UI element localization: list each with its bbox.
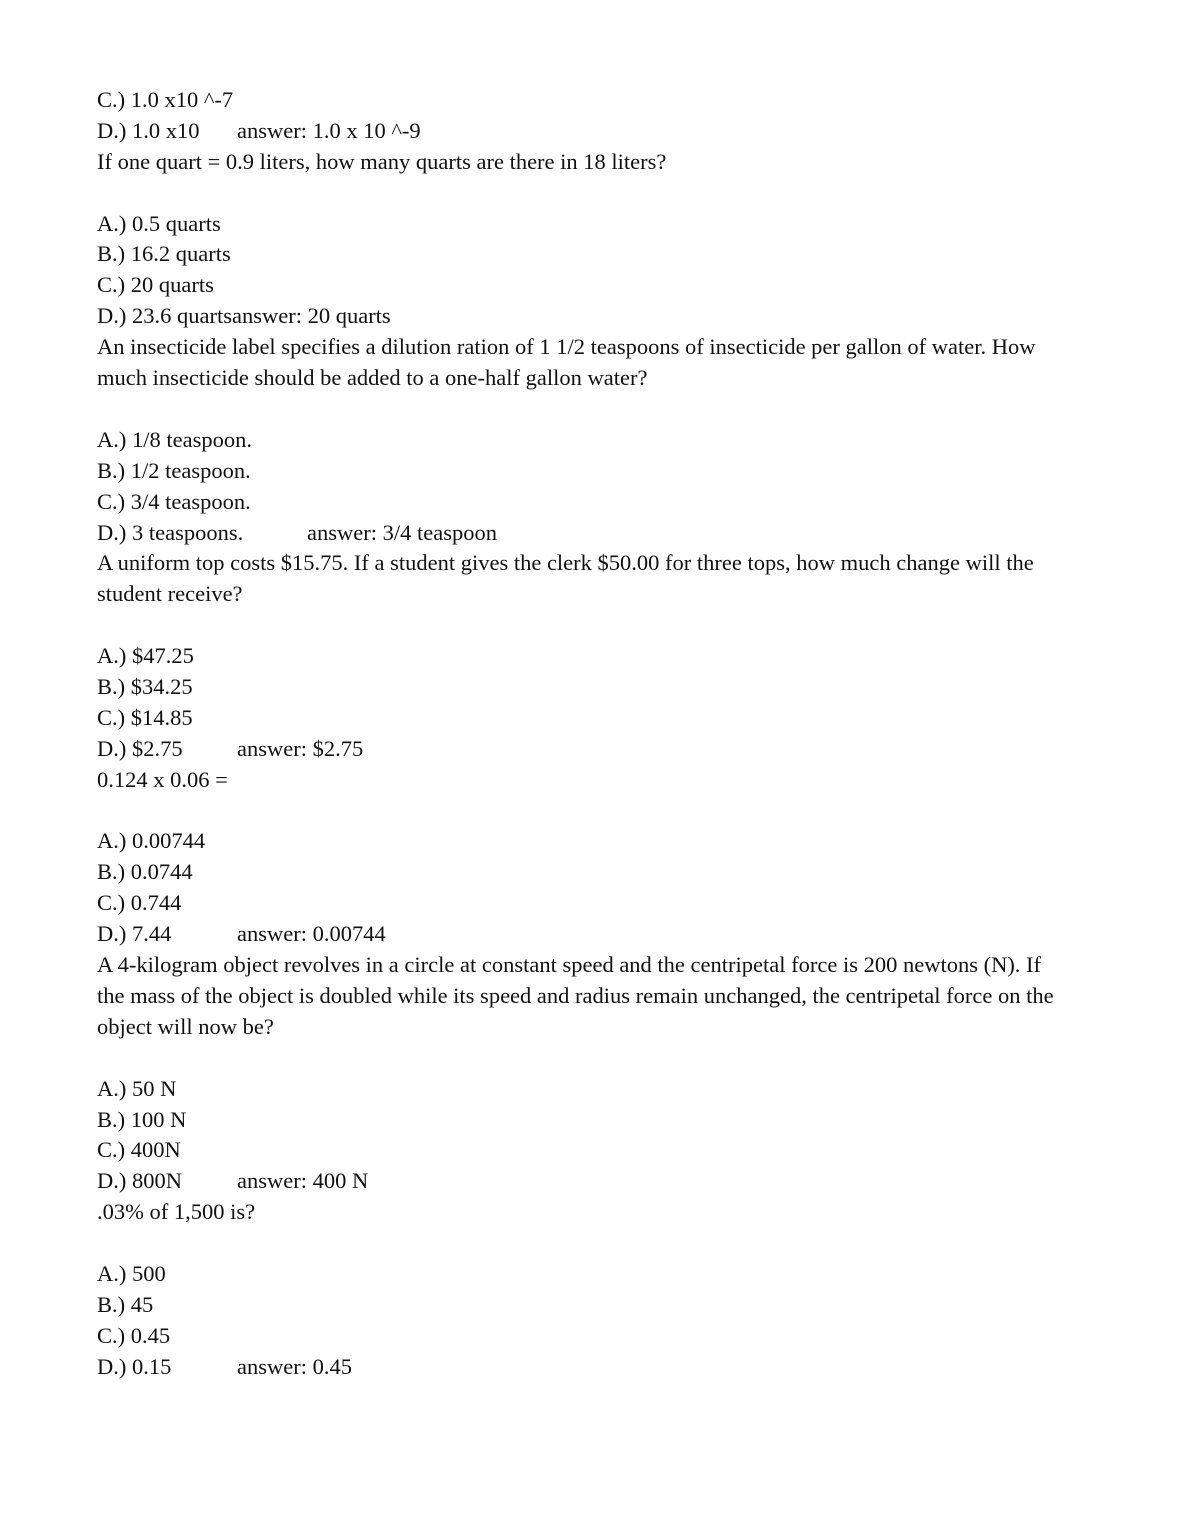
question-text: A uniform top costs $15.75. If a student gives the clerk $50.00 for three tops, how much change will the student receive? [97,550,1034,607]
option-a: A.) $47.25 [97,643,194,669]
option-a: A.) 500 [97,1260,166,1286]
option-c: C.) 1.0 x10 ^-7 [97,87,234,112]
blank-line [97,1043,1057,1074]
blank-line [97,394,1057,425]
option-b: B.) 100 N [97,1106,187,1132]
answer-text: answer: 0.00744 [237,921,386,947]
option-d: D.) 800N [97,1168,182,1194]
blank-line [97,1228,1057,1259]
option-b: B.) $34.25 [97,673,193,699]
option-c: C.) 3/4 teaspoon. [97,488,251,514]
option-c: C.) 0.744 [97,890,182,916]
answer-text: answer: 3/4 teaspoon [307,519,497,545]
option-b: B.) 1/2 teaspoon. [97,457,251,483]
option-d: D.) $2.75 [97,735,183,761]
option-d: D.) 1.0 x10 [97,117,200,143]
question-text: An insecticide label specifies a dilution ration of 1 1/2 teaspoons of insecticide per gallon of water. How much insecticide should be added to a one-half gallon water? [97,334,1036,391]
option-c: C.) 0.45 [97,1322,171,1348]
blank-line [97,178,1057,209]
option-a: A.) 0.5 quarts [97,210,221,236]
option-d: D.) 7.44 [97,921,172,947]
blank-line [97,796,1057,827]
option-d: D.) 3 teaspoons. [97,519,244,545]
answer-text: answer: $2.75 [237,735,364,761]
blank-line [97,610,1057,641]
option-d-row [97,518,1057,549]
question-text: If one quart = 0.9 liters, how many quarts are there in 18 liters? [97,148,667,174]
option-a: A.) 50 N [97,1075,177,1101]
question-text: A 4-kilogram object revolves in a circle at constant speed and the centripetal force is 200 newtons (N). If the mass of the object is doubled while its speed and radius remain unchanged, the centripetal force on the object will now be? [97,952,1054,1039]
option-d-row [97,301,1057,332]
option-c: C.) 400N [97,1137,181,1163]
option-d: D.) 0.15 [97,1353,172,1379]
option-d-row [97,919,1057,950]
option-b: B.) 45 [97,1291,154,1317]
answer-text: answer: 0.45 [237,1353,352,1379]
answer-text: answer: 1.0 x 10 ^-9 [237,117,421,143]
option-d-row [97,734,1057,765]
option-c: C.) $14.85 [97,704,193,730]
answer-text: answer: 400 N [237,1168,369,1194]
option-d-row [97,116,1057,147]
question-text: 0.124 x 0.06 = [97,766,228,792]
option-a: A.) 0.00744 [97,828,206,854]
question-text: .03% of 1,500 is? [97,1199,256,1225]
option-d-row [97,1166,1057,1197]
document-page [97,85,1057,1383]
option-b: B.) 16.2 quarts [97,241,231,267]
option-a: A.) 1/8 teaspoon. [97,426,252,452]
answer-text: answer: 20 quarts [231,303,391,329]
option-b: B.) 0.0744 [97,859,193,885]
option-c: C.) 20 quarts [97,272,214,298]
option-d-row [97,1352,1057,1383]
option-d: D.) 23.6 quarts [97,303,232,329]
